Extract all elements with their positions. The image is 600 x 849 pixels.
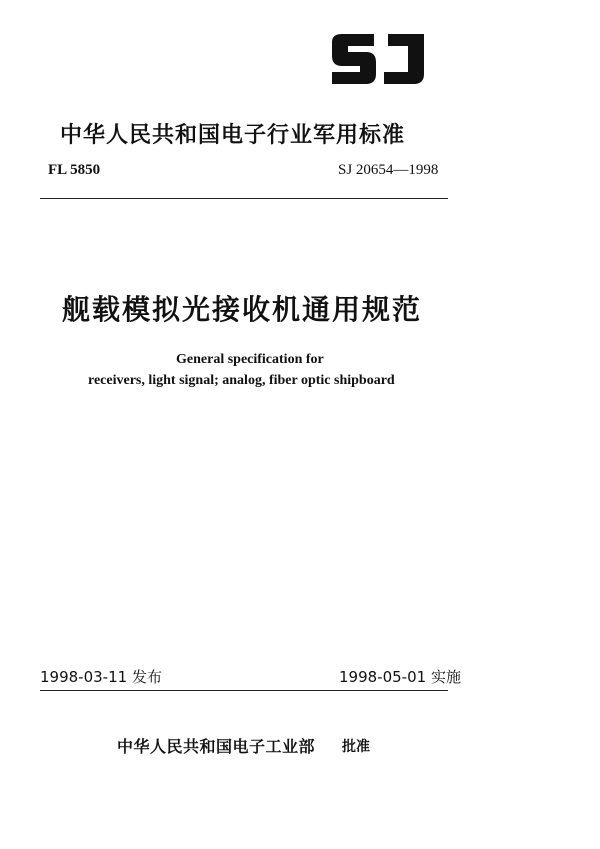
- bottom-divider: [40, 690, 448, 691]
- top-divider: [40, 198, 448, 199]
- approval-label: 批准: [342, 739, 370, 755]
- industry-standard-title: 中华人民共和国电子行业军用标准: [60, 123, 406, 148]
- standard-number: SJ 20654—1998: [338, 162, 439, 178]
- document-title-zh: 舰载模拟光接收机通用规范: [62, 293, 423, 326]
- implementation-date: 1998-05-01 实施: [339, 668, 461, 686]
- document-title-en-line2: receivers, light signal; analog, fiber optic shipboard: [88, 373, 395, 388]
- classification-code: FL 5850: [48, 162, 101, 178]
- document-title-en-line1: General specification for: [176, 352, 324, 367]
- sj-logo: [326, 30, 430, 88]
- issue-date: 1998-03-11 发布: [40, 668, 162, 686]
- approving-authority: 中华人民共和国电子工业部: [117, 737, 316, 756]
